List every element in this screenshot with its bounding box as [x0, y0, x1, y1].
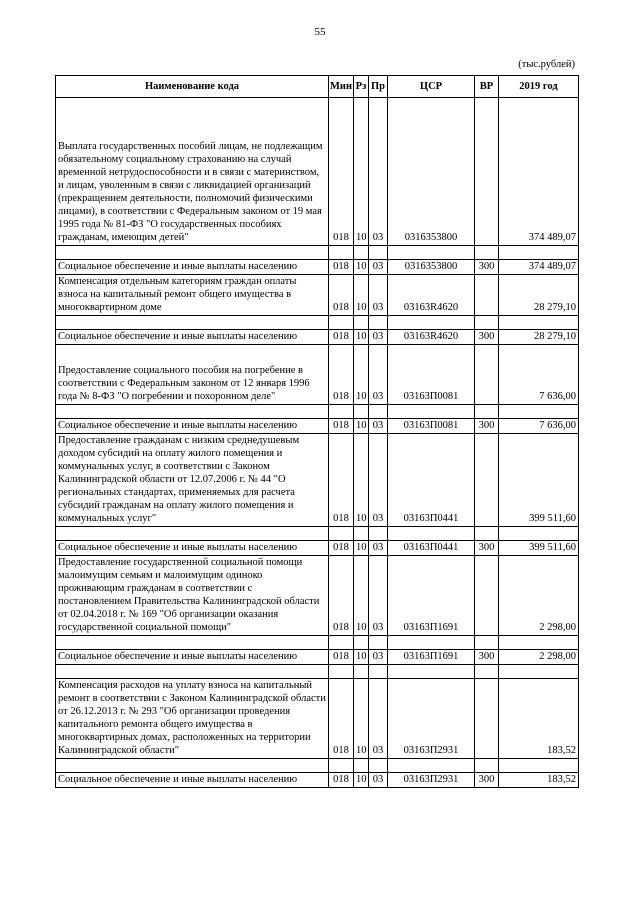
row-pr: 03 [369, 275, 388, 316]
row-pr: 03 [369, 98, 388, 246]
row-name: Выплата государственных пособий лицам, не подлежащим обязательному социальному страхованию на случай временной нетрудоспособности и в связи с материнством, и лицам, уволенным в связи с ликвидацией организаций (прекращением деятельности, полномочий физическими лицами), в соответствии с Федеральным законом от 19 мая 1995 года № 81-ФЗ "О государственных пособиях гражданам, имеющим детей" [56, 98, 329, 246]
table-row [56, 679, 579, 759]
table-row [56, 275, 579, 316]
row-pr: 03 [369, 773, 388, 788]
row-min: 018 [329, 679, 354, 759]
row-vr: 300 [475, 541, 499, 556]
row-rz: 10 [354, 419, 369, 434]
table-row [56, 419, 579, 434]
row-csr: 03163П1691 [388, 650, 475, 665]
row-rz: 10 [354, 330, 369, 345]
page-number: 55 [314, 26, 326, 38]
row-vr [475, 275, 499, 316]
row-min: 018 [329, 275, 354, 316]
row-amount: 374 489,07 [499, 98, 579, 246]
row-min: 018 [329, 419, 354, 434]
row-amount: 7 636,00 [499, 345, 579, 405]
units-label: (тыс.рублей) [518, 59, 575, 70]
row-pr: 03 [369, 679, 388, 759]
row-name: Социальное обеспечение и иные выплаты населению [56, 330, 329, 345]
row-csr: 03163R4620 [388, 275, 475, 316]
col-header-year: 2019 год [499, 76, 579, 98]
row-vr: 300 [475, 773, 499, 788]
row-vr [475, 98, 499, 246]
table-row [56, 773, 579, 788]
table-header-row [56, 76, 579, 98]
row-name: Компенсация расходов на уплату взноса на капитальный ремонт в соответствии с Законом Калининградской области от 26.12.2013 г. № 293 "Об организации проведения капитального ремонта общего имущества в многоквартирных домах, расположенных на территории Калининградской области" [56, 679, 329, 759]
row-pr: 03 [369, 556, 388, 636]
row-pr: 03 [369, 650, 388, 665]
row-name: Предоставление социального пособия на погребение в соответствии с Федеральным законом от 12 января 1996 года № 8-ФЗ "О погребении и похоронном деле" [56, 345, 329, 405]
row-name: Социальное обеспечение и иные выплаты населению [56, 260, 329, 275]
row-min: 018 [329, 345, 354, 405]
row-pr: 03 [369, 419, 388, 434]
table-row [56, 650, 579, 665]
row-vr: 300 [475, 650, 499, 665]
table-row [56, 98, 579, 246]
col-header-min: Мин [329, 76, 354, 98]
row-name: Социальное обеспечение и иные выплаты населению [56, 650, 329, 665]
col-header-pr: Пр [369, 76, 388, 98]
row-amount: 7 636,00 [499, 419, 579, 434]
table-row [56, 556, 579, 636]
row-pr: 03 [369, 434, 388, 527]
row-amount: 183,52 [499, 679, 579, 759]
row-min: 018 [329, 650, 354, 665]
row-amount: 183,52 [499, 773, 579, 788]
row-rz: 10 [354, 260, 369, 275]
row-csr: 0316353800 [388, 260, 475, 275]
budget-table [55, 75, 579, 788]
row-min: 018 [329, 541, 354, 556]
row-min: 018 [329, 98, 354, 246]
row-csr: 03163П0441 [388, 541, 475, 556]
table-row [56, 345, 579, 405]
row-name: Социальное обеспечение и иные выплаты населению [56, 773, 329, 788]
row-name: Компенсация отдельным категориям граждан оплаты взноса на капитальный ремонт общего имущества в многоквартирном доме [56, 275, 329, 316]
row-amount: 28 279,10 [499, 330, 579, 345]
row-rz: 10 [354, 773, 369, 788]
row-vr: 300 [475, 419, 499, 434]
row-rz: 10 [354, 650, 369, 665]
col-header-vr: ВР [475, 76, 499, 98]
row-vr [475, 556, 499, 636]
row-vr [475, 434, 499, 527]
row-rz: 10 [354, 541, 369, 556]
row-amount: 399 511,60 [499, 434, 579, 527]
row-name: Предоставление государственной социальной помощи малоимущим семьям и малоимущим одиноко проживающим гражданам в соответствии с постановлением Правительства Калининградской области от 02.04.2018 г. № 169 "Об организации оказания государственной социальной помощи" [56, 556, 329, 636]
row-name: Социальное обеспечение и иные выплаты населению [56, 541, 329, 556]
row-amount: 2 298,00 [499, 650, 579, 665]
row-min: 018 [329, 260, 354, 275]
row-csr: 03163П0081 [388, 345, 475, 405]
row-csr: 03163П0081 [388, 419, 475, 434]
col-header-csr: ЦСР [388, 76, 475, 98]
row-amount: 374 489,07 [499, 260, 579, 275]
row-csr: 03163П1691 [388, 556, 475, 636]
row-name: Социальное обеспечение и иные выплаты населению [56, 419, 329, 434]
row-min: 018 [329, 330, 354, 345]
col-header-rz: Рз [354, 76, 369, 98]
row-rz: 10 [354, 556, 369, 636]
row-pr: 03 [369, 260, 388, 275]
row-csr: 03163П2931 [388, 773, 475, 788]
row-amount: 28 279,10 [499, 275, 579, 316]
row-csr: 03163R4620 [388, 330, 475, 345]
row-min: 018 [329, 556, 354, 636]
row-name: Предоставление гражданам с низким среднедушевым доходом субсидий на оплату жилого помещения и коммунальных услуг, в соответствии с Законом Калининградской области от 12.07.2006 г. № 44 "О региональных стандартах, применяемых для расчета субсидий гражданам на оплату жилого помещения и коммунальных услуг" [56, 434, 329, 527]
row-rz: 10 [354, 275, 369, 316]
row-rz: 10 [354, 345, 369, 405]
row-csr: 0316353800 [388, 98, 475, 246]
row-pr: 03 [369, 330, 388, 345]
row-csr: 03163П2931 [388, 679, 475, 759]
row-amount: 2 298,00 [499, 556, 579, 636]
row-vr [475, 345, 499, 405]
row-pr: 03 [369, 541, 388, 556]
table-row [56, 434, 579, 527]
row-rz: 10 [354, 679, 369, 759]
row-amount: 399 511,60 [499, 541, 579, 556]
row-vr [475, 679, 499, 759]
col-header-name: Наименование кода [56, 76, 329, 98]
table-row [56, 260, 579, 275]
row-rz: 10 [354, 434, 369, 527]
table-row [56, 541, 579, 556]
row-rz: 10 [354, 98, 369, 246]
row-min: 018 [329, 773, 354, 788]
row-vr: 300 [475, 330, 499, 345]
table-row [56, 330, 579, 345]
row-pr: 03 [369, 345, 388, 405]
row-vr: 300 [475, 260, 499, 275]
row-min: 018 [329, 434, 354, 527]
row-csr: 03163П0441 [388, 434, 475, 527]
